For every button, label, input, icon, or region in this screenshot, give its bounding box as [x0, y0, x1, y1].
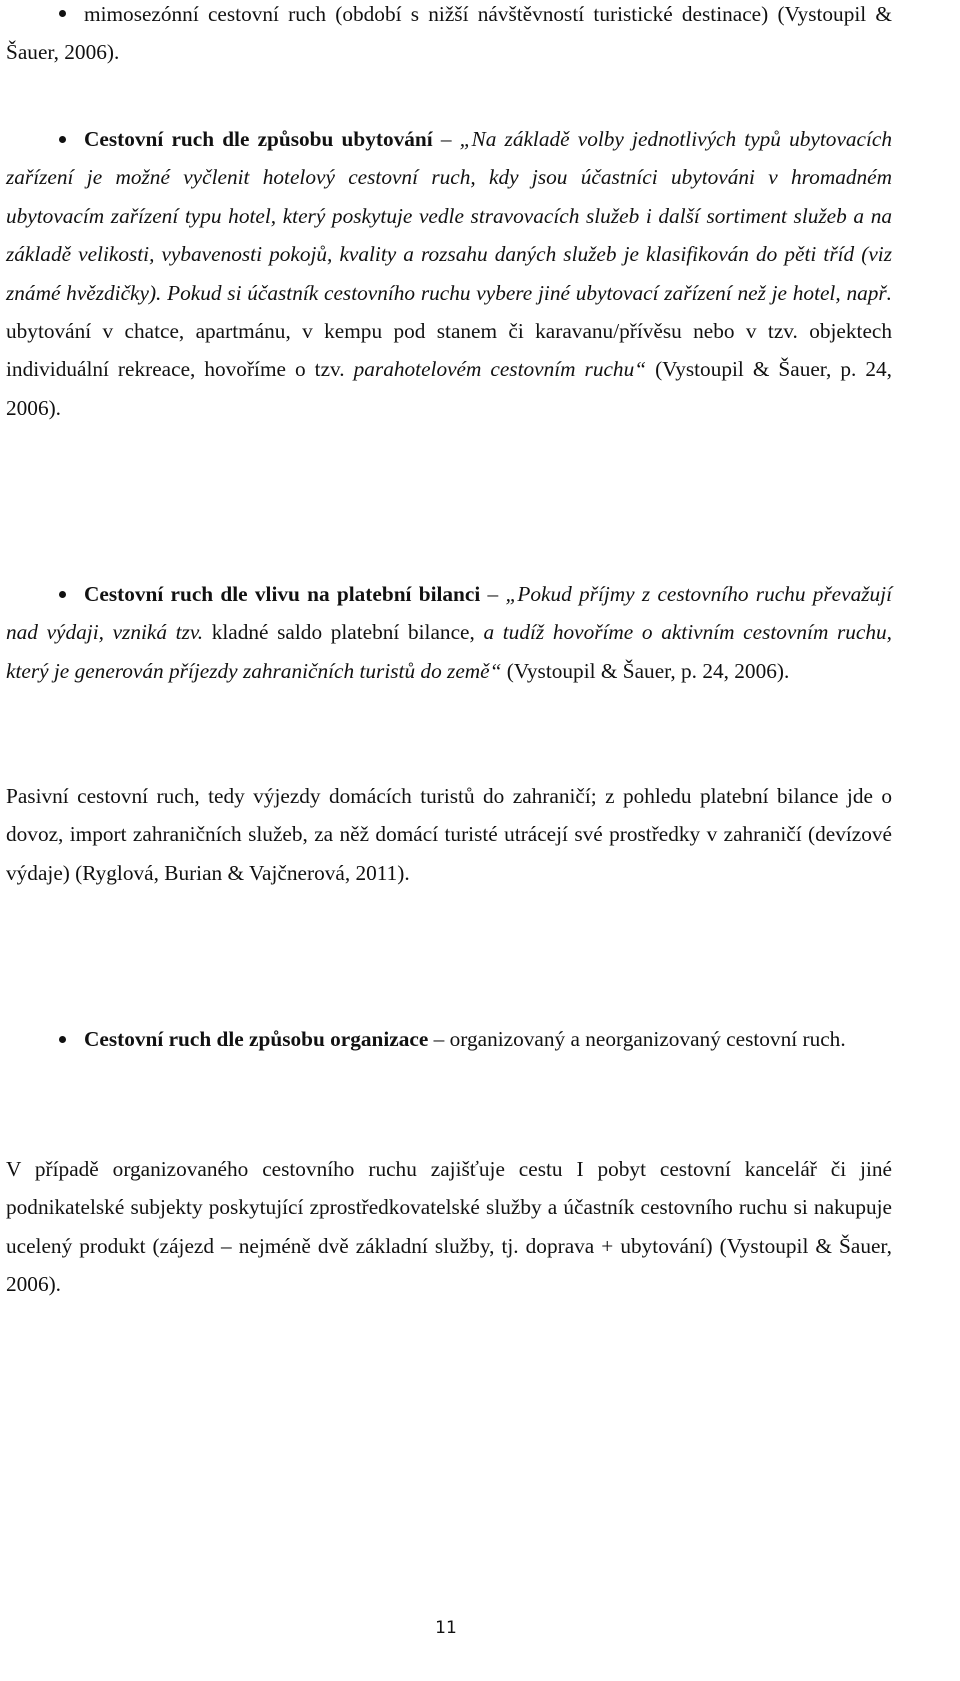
bullet-item-balance — [6, 575, 892, 690]
bullet-dot-icon — [59, 591, 66, 598]
bullet-heading: Cestovní ruch dle vlivu na platební bilanci — [84, 582, 481, 606]
bullet-dash: – — [428, 1027, 450, 1051]
page-number: 11 — [435, 1618, 457, 1638]
bullet-text: mimosezónní cestovní ruch (období s nižší návštěvností turistické destinace) (Vystoupil & Šauer, 2006). — [6, 2, 892, 65]
quote-plain: kladné saldo platební bilance, — [211, 620, 484, 645]
bullet-dot-icon — [59, 1036, 66, 1043]
bullet-item-accommodation — [6, 120, 892, 427]
bullet-item-organization — [6, 1020, 892, 1058]
bullet-text: organizovaný a neorganizovaný cestovní ruch. — [449, 1027, 846, 1051]
quote-plain: ubytování v chatce, apartmánu, v kempu pod stanem či karavanu/přívěsu nebo v tzv. objektech individuální rekreace, hovoříme o tzv. — [6, 319, 892, 382]
bullet-dash: – — [432, 127, 460, 151]
bullet-dot-icon — [59, 10, 66, 17]
bullet-item-seasonality — [6, 0, 892, 72]
bullet-heading: Cestovní ruch dle způsobu ubytování — [84, 127, 433, 151]
paragraph-text: V případě organizovaného cestovního ruchu zajišťuje cestu I pobyt cestovní kancelář či jiné podnikatelské subjekty poskytující zprostředkovatelské služby a účastník cestovního ruchu si nakupuje ucelený produkt (zájezd – nejméně dvě základní služby, tj. doprava + ubytování) (Vystoupil & Šauer, 2006). — [6, 1157, 892, 1297]
quote-italic: „Pokud příjmy z cestovního ruchu převažují nad výdaji, vzniká tzv. — [6, 582, 893, 645]
bullet-dash: – — [480, 582, 506, 606]
citation: (Vystoupil & Šauer, p. 24, 2006). — [501, 658, 790, 683]
paragraph-passive-tourism — [6, 777, 892, 892]
paragraph-text: Pasivní cestovní ruch, tedy výjezdy domácích turistů do zahraničí; z pohledu platební bilance jde o dovoz, import zahraničních služeb, za něž domácí turisté utrácejí své prostředky v zahraničí (devízové výdaje) (Ryglová, Burian & Vajčnerová, 2011). — [6, 784, 892, 885]
bullet-heading: Cestovní ruch dle způsobu organizace — [84, 1027, 429, 1051]
bullet-dot-icon — [59, 136, 66, 143]
quote-italic: parahotelovém cestovním ruchu“ — [353, 357, 647, 382]
paragraph-organized-tourism — [6, 1150, 892, 1304]
quote-italic: a tudíž hovoříme o aktivním cestovním ruchu, který je generován příjezdy zahraničních turistů do země“ — [6, 620, 892, 683]
citation: (Vystoupil & Šauer, p. 24, 2006). — [6, 357, 892, 420]
quote-italic: „Na základě volby jednotlivých typů ubytovacích zařízení je možné vyčlenit hotelový cestovní ruch, kdy jsou účastníci ubytováni v hromadném ubytovacím zařízení typu hotel, který poskytuje vedle stravovacích služeb i další sortiment služeb a na základě velikosti, vybavenosti pokojů, kvality a rozsahu daných služeb je klasifikován do pěti tříd (viz známé hvězdičky). Pokud si účastník cestovního ruchu vybere jiné ubytovací zařízení než je hotel, např. — [6, 127, 893, 305]
